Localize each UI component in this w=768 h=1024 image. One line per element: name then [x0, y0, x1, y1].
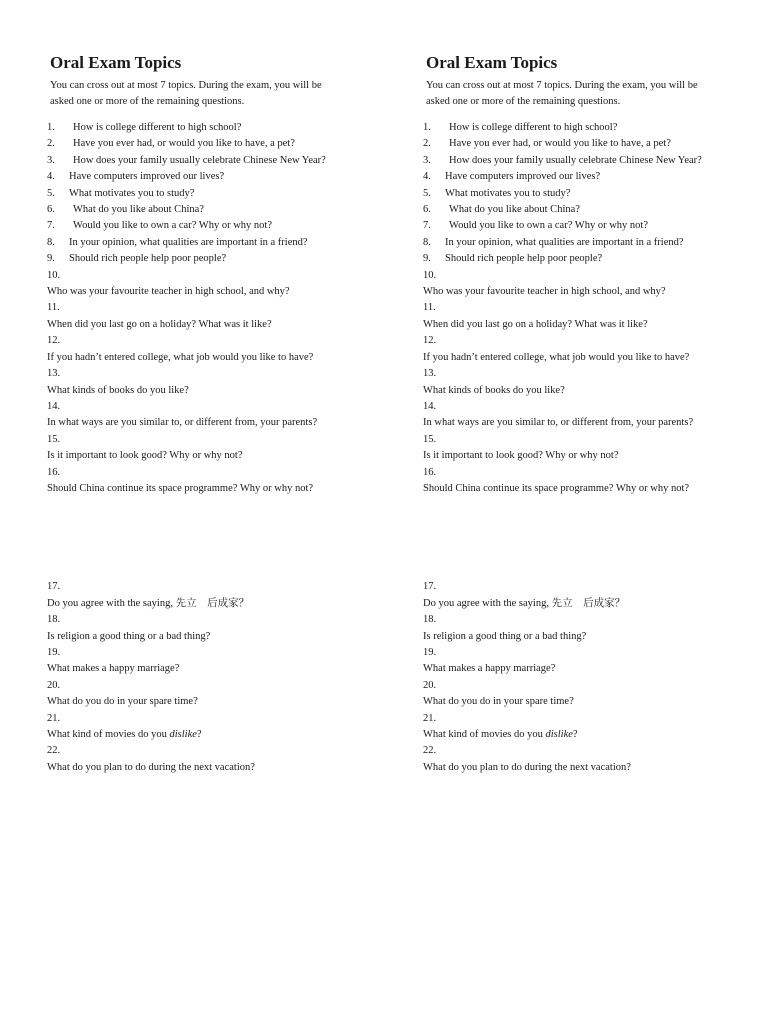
- blank-gap: [423, 497, 723, 579]
- question-text: What do you like about China?: [449, 204, 580, 216]
- question-text: How does your family usually celebrate Chinese New Year?: [449, 154, 702, 166]
- page-title: Oral Exam Topics: [426, 53, 558, 72]
- question-text: Have you ever had, or would you like to have, a pet?: [449, 138, 671, 150]
- question-text: How is college different to high school?: [449, 122, 618, 133]
- question-item: [47, 300, 347, 333]
- question-item: [47, 366, 347, 399]
- question-item: [423, 743, 723, 776]
- exam-topics-copy-right: [423, 52, 723, 776]
- question-number: 10.: [423, 269, 437, 281]
- question-item: [47, 743, 347, 776]
- question-number: 12.: [47, 335, 61, 347]
- question-text: In your opinion, what qualities are important in a friend?: [69, 236, 308, 248]
- question-text: How is college different to high school?: [73, 122, 242, 133]
- question-item: [47, 136, 347, 152]
- question-text: What kinds of books do you like?: [47, 384, 189, 396]
- question-number: 21.: [423, 712, 437, 724]
- questions-list: [47, 120, 347, 776]
- question-number: 15.: [47, 433, 61, 445]
- question-text: What makes a happy marriage?: [47, 663, 180, 675]
- question-number: 15.: [423, 433, 437, 445]
- question-text: Is it important to look good? Why or why not?: [47, 450, 243, 462]
- question-item: [47, 251, 347, 267]
- question-item: [423, 399, 723, 432]
- question-item: [423, 251, 723, 267]
- question-item: [47, 218, 347, 234]
- question-text: Is religion a good thing or a bad thing?: [47, 630, 211, 642]
- question-item: [423, 465, 723, 498]
- question-item: [423, 202, 723, 218]
- intro-text: You can cross out at most 7 topics. During the exam, you will be asked one or more of the remaining questions.: [426, 80, 698, 107]
- question-item: [47, 186, 347, 202]
- question-number: 13.: [423, 368, 437, 380]
- question-number: 2.: [47, 138, 55, 150]
- question-number: 9.: [423, 253, 431, 265]
- question-text: In your opinion, what qualities are important in a friend?: [445, 236, 684, 248]
- question-number: 4.: [47, 171, 55, 183]
- question-item: [423, 136, 723, 152]
- question-number: 3.: [423, 154, 431, 166]
- question-item: [423, 432, 723, 465]
- question-text-part: ?: [196, 729, 202, 740]
- question-item: [423, 579, 723, 612]
- question-text: If you hadn’t entered college, what job would you like to have?: [47, 351, 314, 363]
- question-number: 19.: [47, 646, 61, 658]
- question-text: In what ways are you similar to, or different from, your parents?: [47, 417, 318, 429]
- question-number: 5.: [47, 187, 55, 199]
- question-number: 17.: [47, 581, 61, 593]
- question-item: [47, 268, 347, 301]
- question-item: [47, 645, 347, 678]
- question-text: Should China continue its space programme? Why or why not?: [423, 482, 690, 494]
- question-text: What kinds of books do you like?: [423, 384, 565, 396]
- question-item: [423, 153, 723, 169]
- question-item: [423, 268, 723, 301]
- question-text: How does your family usually celebrate Chinese New Year?: [73, 154, 326, 166]
- question-number: 12.: [423, 335, 437, 347]
- question-number: 11.: [47, 302, 60, 314]
- question-item: [423, 366, 723, 399]
- question-number: 1.: [423, 122, 431, 133]
- question-text: Should rich people help poor people?: [69, 253, 227, 265]
- question-number: 6.: [47, 204, 55, 216]
- question-number: 5.: [423, 187, 431, 199]
- question-item: [423, 711, 723, 744]
- question-item: [423, 218, 723, 234]
- question-number: 14.: [47, 400, 61, 412]
- question-item: [47, 678, 347, 711]
- question-item: [423, 186, 723, 202]
- question-number: 16.: [47, 466, 61, 478]
- question-number: 6.: [423, 204, 431, 216]
- question-number: 8.: [423, 236, 431, 248]
- question-text: Is it important to look good? Why or why not?: [423, 450, 619, 462]
- question-number: 2.: [423, 138, 431, 150]
- question-item: [47, 399, 347, 432]
- question-item: [423, 235, 723, 251]
- question-text: What motivates you to study?: [445, 187, 571, 199]
- question-item: [423, 169, 723, 185]
- question-text: Who was your favourite teacher in high school, and why?: [423, 286, 666, 298]
- question-item: [47, 711, 347, 744]
- question-text: Should rich people help poor people?: [445, 253, 603, 265]
- question-number: 13.: [47, 368, 61, 380]
- question-number: 11.: [423, 302, 436, 314]
- question-text: Should China continue its space programme? Why or why not?: [47, 482, 314, 494]
- question-text-part: What kind of movies do you: [47, 729, 170, 740]
- blank-gap: [47, 497, 347, 579]
- question-text: Would you like to own a car? Why or why not?: [449, 220, 648, 232]
- question-number: 22.: [423, 745, 437, 757]
- question-number: 18.: [423, 614, 437, 626]
- question-item: [47, 120, 347, 136]
- question-text: What do you do in your spare time?: [423, 696, 574, 708]
- question-text: [47, 727, 347, 743]
- question-item: [47, 202, 347, 218]
- question-text: What do you like about China?: [73, 204, 204, 216]
- question-text: What do you plan to do during the next vacation?: [423, 761, 631, 773]
- question-item: [423, 645, 723, 678]
- question-text: Is religion a good thing or a bad thing?: [423, 630, 587, 642]
- question-text: Do you agree with the saying, 先立 后成家？: [47, 597, 250, 609]
- intro-text: You can cross out at most 7 topics. During the exam, you will be asked one or more of the remaining questions.: [50, 80, 322, 107]
- question-item: [47, 612, 347, 645]
- question-item: [47, 169, 347, 185]
- question-number: 8.: [47, 236, 55, 248]
- question-number: 16.: [423, 466, 437, 478]
- question-number: 4.: [423, 171, 431, 183]
- question-number: 1.: [47, 122, 55, 133]
- question-number: 20.: [47, 679, 61, 691]
- question-number: 14.: [423, 400, 437, 412]
- question-text: Who was your favourite teacher in high school, and why?: [47, 286, 290, 298]
- question-text: When did you last go on a holiday? What was it like?: [423, 318, 648, 330]
- question-item: [47, 432, 347, 465]
- question-text: What makes a happy marriage?: [423, 663, 556, 675]
- question-number: 22.: [47, 745, 61, 757]
- question-text: When did you last go on a holiday? What was it like?: [47, 318, 272, 330]
- question-text-emphasis: dislike: [169, 729, 197, 740]
- question-number: 20.: [423, 679, 437, 691]
- question-number: 17.: [423, 581, 437, 593]
- question-text: What do you plan to do during the next vacation?: [47, 761, 255, 773]
- question-item: [47, 235, 347, 251]
- question-number: 19.: [423, 646, 437, 658]
- question-item: [423, 612, 723, 645]
- question-number: 10.: [47, 269, 61, 281]
- question-text: [423, 727, 723, 743]
- question-item: [423, 300, 723, 333]
- question-item: [47, 465, 347, 498]
- question-number: 9.: [47, 253, 55, 265]
- question-text: What motivates you to study?: [69, 187, 195, 199]
- question-item: [423, 120, 723, 136]
- question-item: [47, 153, 347, 169]
- page-title: Oral Exam Topics: [50, 53, 182, 72]
- question-number: 21.: [47, 712, 61, 724]
- question-text-part: ?: [572, 729, 578, 740]
- question-number: 7.: [423, 220, 431, 232]
- question-text: Do you agree with the saying, 先立 后成家？: [423, 597, 626, 609]
- question-item: [423, 333, 723, 366]
- question-text: What do you do in your spare time?: [47, 696, 198, 708]
- question-text-part: What kind of movies do you: [423, 729, 546, 740]
- question-text: Would you like to own a car? Why or why not?: [73, 220, 272, 232]
- question-text: Have computers improved our lives?: [445, 171, 601, 183]
- question-item: [423, 678, 723, 711]
- question-text: Have you ever had, or would you like to have, a pet?: [73, 138, 295, 150]
- exam-topics-copy-left: [47, 52, 347, 776]
- questions-list: [423, 120, 723, 776]
- question-number: 3.: [47, 154, 55, 166]
- question-item: [47, 579, 347, 612]
- question-text: Have computers improved our lives?: [69, 171, 225, 183]
- question-item: [47, 333, 347, 366]
- question-text-emphasis: dislike: [545, 729, 573, 740]
- question-text: In what ways are you similar to, or different from, your parents?: [423, 417, 694, 429]
- question-number: 18.: [47, 614, 61, 626]
- question-text: If you hadn’t entered college, what job would you like to have?: [423, 351, 690, 363]
- question-number: 7.: [47, 220, 55, 232]
